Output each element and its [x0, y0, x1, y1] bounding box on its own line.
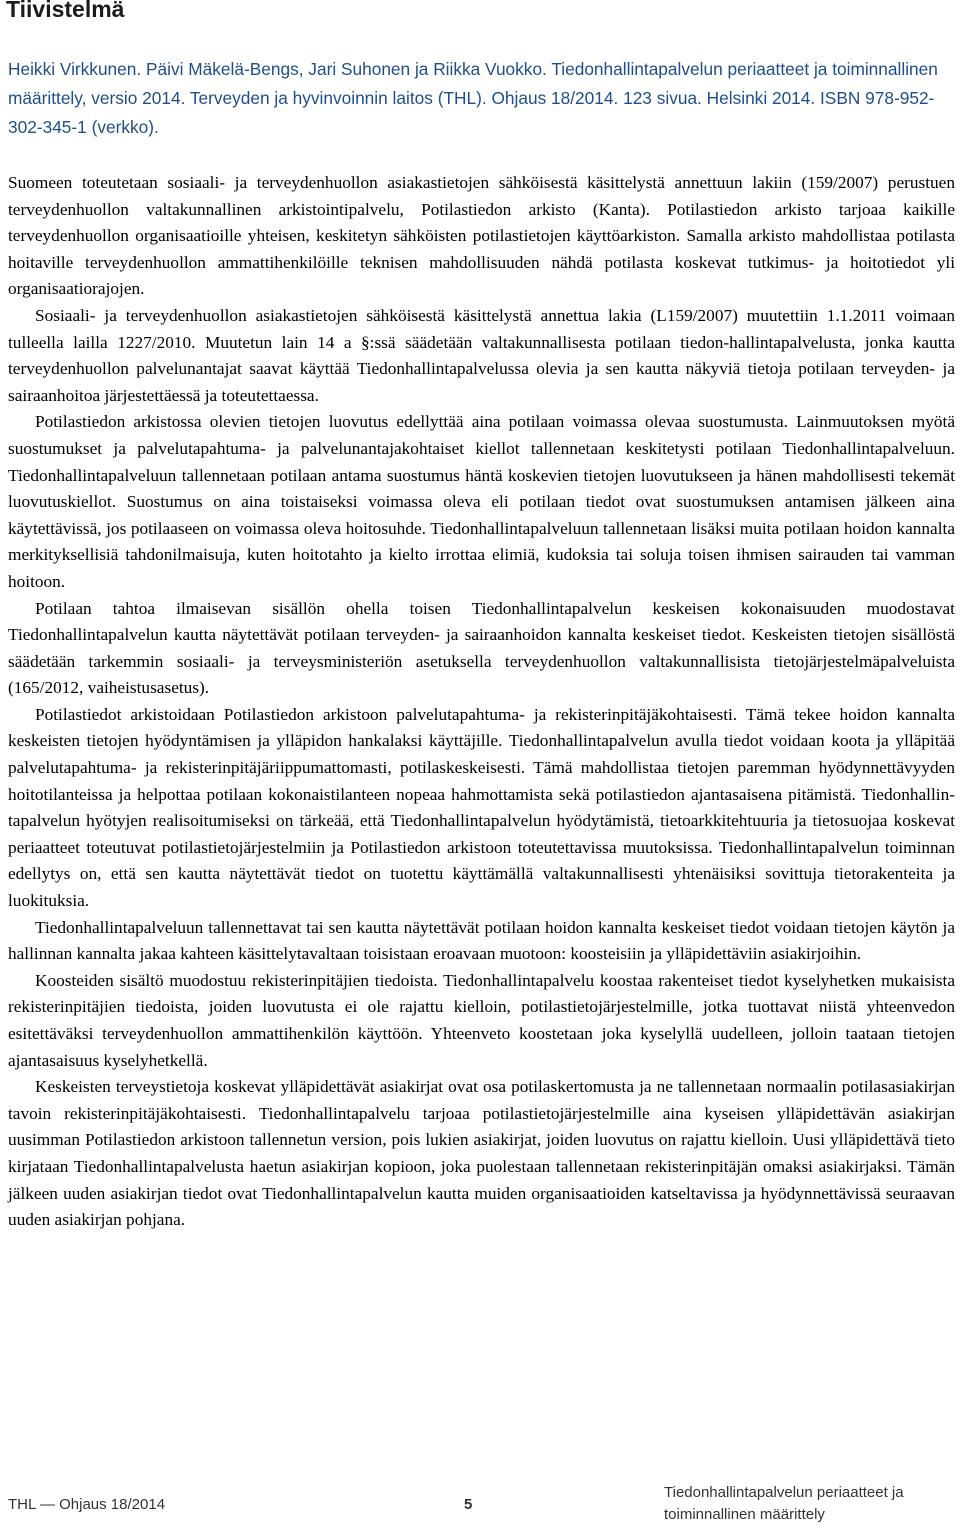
footer-publication: THL — Ohjaus 18/2014	[8, 1496, 166, 1513]
footer-title	[664, 1482, 932, 1526]
paragraph: Suomeen toteutetaan sosiaali- ja terveydenhuollon asiakastietojen sähköisestä käsittelystä annettuun lakiin (159/2007) perustuen terveydenhuollon valtakunnallinen arkistointipalvelu, Potilastiedon arkisto (Kanta). Potilastiedon arkisto tarjoaa kaikille terveydenhuollon organisaatioille yhteisen, keskitetyn sähköisten potilastietojen käyttöarkiston. Samalla arkisto mahdollistaa potilasta hoitaville terveydenhuollon ammattihenkilöille teknisen mahdollisuuden nähdä potilasta koskevat tutkimus- ja hoitotiedot yli organisaatiorajojen.	[8, 173, 955, 299]
footer-title-line: Tiedonhallintapalvelun periaatteet ja	[664, 1484, 904, 1501]
page-footer	[0, 1482, 960, 1529]
citation: Heikki Virkkunen. Päivi Mäkelä-Bengs, Jari Suhonen ja Riikka Vuokko. Tiedonhallintapalvelun periaatteet ja toiminnallinen määrittely, versio 2014. Terveyden ja hyvinvoinnin laitos (THL). Ohjaus 18/2014. 123 sivua. Helsinki 2014. ISBN 978-952-302-345-1 (verkko).	[8, 59, 938, 137]
paragraph: Potilastiedot arkistoidaan Potilastiedon arkistoon palvelutapahtuma- ja rekisterinpitäjäkohtaisesti. Tämä tekee hoidon kannalta keskeisten tietojen hyödyntämisen ja ylläpidon hankalaksi käyttäjille. Tiedonhallintapalvelun avulla tiedot voidaan koota ja ylläpitää palvelutapahtuma- ja rekisterinpitäjäriippumattomasti, potilaskeskeisesti. Tämä mahdollistaa tietojen paremman hyödynnettävyyden hoitotilanteissa ja helpottaa potilaan kokonaistilanteen nopeaa hahmottamista sekä potilastiedon ajantasaisena pitämistä. Tiedonhallintapalvelun hyötyjen realisoitumiseksi on tärkeää, että Tiedonhallintapalvelun hyödytämistä, tietoarkkitehtuuria ja tietosuojaa koskevat periaatteet toteutuvat potilastietojärjestelmiin ja Potilastiedon arkistoon toteutettavissa muutoksissa. Tiedonhallintapalvelun toiminnan edellytys on, että sen kautta näytettävät tiedot on tuotettu käyttämällä valtakunnallisesti yhtenäisiksi sovittuja tietorakenteita ja luokituksia.	[8, 704, 955, 911]
paragraph: Tiedonhallintapalveluun tallennettavat tai sen kautta näytettävät potilaan hoidon kannalta keskeiset tiedot voidaan tietojen käytön ja hallinnan kannalta jakaa kahteen käsittelytavaltaan toisistaan eroavaan muotoon: koosteisiin ja ylläpidettäviin asiakirjoihin.	[8, 917, 955, 964]
page-heading: Tiivistelmä	[6, 0, 125, 22]
summary-body	[8, 170, 955, 1234]
paragraph: Sosiaali- ja terveydenhuollon asiakastietojen sähköisestä käsittelystä annettua lakia (L159/2007) muutettiin 1.1.2011 voimaan tulleella lailla 1227/2010. Muutetun lain 14 a §:ssä säädetään valtakunnallisesta potilaan tiedon-hallintapalvelusta, jonka kautta terveydenhuollon palvelunantajat saavat käyttää Tiedonhallintapalvelussa olevia ja sen kautta näkyviä tietoja potilaan terveyden- ja sairaanhoitoa järjestettäessä ja toteutettaessa.	[8, 305, 955, 405]
paragraph: Potilaan tahtoa ilmaisevan sisällön ohella toisen Tiedonhallintapalvelun keskeisen kokonaisuuden muodostavat Tiedonhallintapalvelun kautta näytettävät potilaan terveyden- ja sairaanhoidon kannalta keskeiset tiedot. Keskeisten tietojen sisällöstä säädetään tarkemmin sosiaali- ja terveysministeriön asetuksella terveydenhuollon valtakunnallisista tietojärjestelmäpalveluista (165/2012, vaiheistusasetus).	[8, 598, 955, 698]
page-number: 5	[464, 1496, 473, 1513]
paragraph: Potilastiedon arkistossa olevien tietojen luovutus edellyttää aina potilaan voimassa olevaa suostumusta. Lainmuutoksen myötä suostumukset ja palvelutapahtuma- ja palvelunantajakohtaiset kiellot tallennetaan keskitetysti potilaan Tiedonhallintapalveluun. Tiedonhallintapalveluun tallennetaan potilaan antama suostumus häntä koskevien tietojen luovutukseen ja hänen mahdollisesti tekemät luovutuskiellot. Suostumus on aina toistaiseksi voimassa oleva eli potilaan tiedot ovat suostumuksen antamisen jälkeen aina käytettävissä, jos potilaaseen on voimassa oleva hoitosuhde. Tiedonhallintapalveluun tallennetaan lisäksi muita potilaan hoidon kannalta merkityksellisiä tahdonilmaisuja, kuten hoitotahto ja kielto irrottaa elimiä, kudoksia tai soluja toisen ihmisen sairauden tai vamman hoitoon.	[8, 412, 955, 591]
paragraph: Koosteiden sisältö muodostuu rekisterinpitäjien tiedoista. Tiedonhallintapalvelu koostaa rakenteiset tiedot kyselyhetken mukaisista rekisterinpitäjien tiedoista, joiden luovutusta ei ole rajattu kielloin, potilastietojärjestelmille, jotka tuottavat niistä yhteenvedon esitettäväksi terveydenhuollon ammattihenkilön käyttöön. Yhteenveto koostetaan joka kyselyllä uudelleen, jolloin taataan tietojen ajantasaisuus kyselyhetkellä.	[8, 970, 955, 1070]
paragraph: Keskeisten terveystietoja koskevat ylläpidettävät asiakirjat ovat osa potilaskertomusta ja ne tallennetaan normaalin potilasasiakirjan tavoin rekisterinpitäjäkohtaisesti. Tiedonhallintapalvelu tarjoaa potilastietojärjestelmille aina kyseisen ylläpidettävän asiakirjan uusimman Potilastiedon arkistoon tallennetun version, pois lukien asiakirjat, joiden luovutus on rajattu kielloin. Uusi ylläpidettävä tieto kirjataan Tiedonhallintapalvelusta haetun asiakirjan kopioon, joka puolestaan tallennetaan rekisterinpitäjän omaksi asiakirjaksi. Tämän jälkeen uuden asiakirjan tiedot ovat Tiedonhallintapalvelun kautta muiden organisaatioiden katseltavissa ja hyödynnettävissä seuraavan uuden asiakirjan pohjana.	[8, 1077, 955, 1230]
footer-title-line: toiminnallinen määrittely	[664, 1506, 825, 1523]
